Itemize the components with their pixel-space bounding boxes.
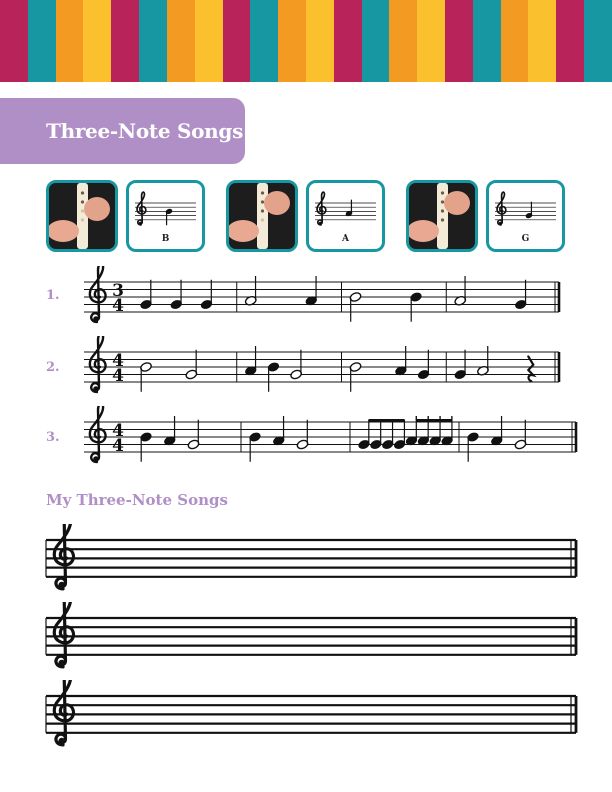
note-name-label: A — [342, 234, 349, 244]
stripe — [195, 0, 223, 82]
note-name-label: B — [161, 234, 170, 244]
recorder-fingering-photo — [49, 183, 115, 249]
time-signature-bottom: 4 — [112, 366, 124, 386]
fingering-photo-b — [46, 180, 118, 252]
time-signature-bottom: 4 — [112, 296, 124, 316]
stripe — [417, 0, 445, 82]
quarter-rest-icon — [528, 357, 533, 382]
tone-hole — [441, 218, 444, 221]
tone-hole — [441, 191, 444, 194]
time-signature-top: 3 — [112, 281, 124, 301]
stripe — [250, 0, 278, 82]
tone-hole — [81, 200, 84, 203]
fingering-photo-g — [406, 180, 478, 252]
tone-hole — [441, 200, 444, 203]
treble-clef-icon — [54, 602, 73, 667]
tone-hole — [261, 209, 264, 212]
stripe — [28, 0, 56, 82]
fingering-photo-a — [226, 180, 298, 252]
note-card-b — [126, 180, 205, 252]
stripe — [83, 0, 111, 82]
stripe — [556, 0, 584, 82]
right-hand — [444, 191, 470, 215]
recorder-fingering-photo — [409, 183, 475, 249]
tone-hole — [81, 191, 84, 194]
treble-clef-icon — [90, 336, 106, 392]
stripe — [362, 0, 390, 82]
exercise-number: 3. — [46, 430, 60, 445]
treble-clef-icon — [90, 406, 106, 462]
tone-hole — [81, 218, 84, 221]
recorder-fingering-photo — [229, 183, 295, 249]
exercise-staff-3 — [0, 406, 612, 476]
tone-hole — [81, 209, 84, 212]
tone-hole — [261, 218, 264, 221]
my-songs-heading: My Three-Note Songs — [46, 491, 228, 509]
right-hand — [264, 191, 290, 215]
stripe — [223, 0, 251, 82]
exercise-staff-1 — [0, 266, 612, 336]
tone-hole — [261, 200, 264, 203]
stripe — [111, 0, 139, 82]
stripe — [528, 0, 556, 82]
stripe — [56, 0, 84, 82]
stripe — [306, 0, 334, 82]
blank-staff-1[interactable] — [0, 524, 612, 604]
stripe — [334, 0, 362, 82]
tone-hole — [261, 191, 264, 194]
note-card-a — [306, 180, 385, 252]
stripe — [278, 0, 306, 82]
title-banner — [0, 98, 245, 164]
treble-clef-icon — [54, 680, 73, 745]
blank-staff-3[interactable] — [0, 680, 612, 760]
exercise-number: 1. — [46, 288, 60, 303]
stripe — [139, 0, 167, 82]
exercise-number: 2. — [46, 360, 60, 375]
note-name-label: G — [521, 234, 530, 244]
blank-staff-2[interactable] — [0, 602, 612, 682]
note-beam — [416, 419, 452, 422]
mini-staff — [489, 183, 562, 249]
stripe — [445, 0, 473, 82]
stripe — [389, 0, 417, 82]
stripe — [167, 0, 195, 82]
tone-hole — [441, 209, 444, 212]
treble-clef-icon — [90, 266, 106, 322]
treble-clef-icon — [54, 524, 73, 589]
stripe — [473, 0, 501, 82]
stripe — [0, 0, 28, 82]
decorative-stripe-band — [0, 0, 612, 82]
time-signature-top: 4 — [112, 421, 124, 441]
note-beam — [369, 419, 405, 422]
right-hand — [84, 197, 110, 221]
time-signature-top: 4 — [112, 351, 124, 371]
exercise-staff-2 — [0, 336, 612, 406]
stripe — [584, 0, 612, 82]
page-title: Three-Note Songs — [46, 119, 244, 143]
mini-staff — [309, 183, 382, 249]
note-card-g — [486, 180, 565, 252]
time-signature-bottom: 4 — [112, 436, 124, 456]
mini-staff — [129, 183, 202, 249]
stripe — [501, 0, 529, 82]
